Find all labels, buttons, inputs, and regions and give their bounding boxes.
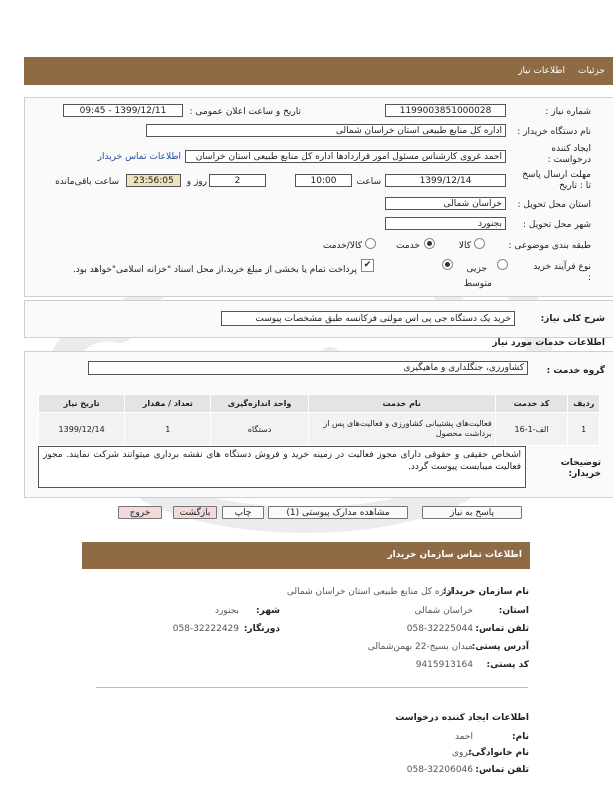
contact-address-value: میدان بسیج-22 بهمن‌شمالی bbox=[367, 642, 473, 652]
treasury-checkbox[interactable]: ✔ bbox=[361, 259, 374, 272]
buyer-org-label: نام دستگاه خریدار : bbox=[517, 127, 591, 137]
table-cell: 1 bbox=[125, 413, 211, 446]
deadline-time-field: 10:00 bbox=[295, 174, 352, 187]
category-goods-radio[interactable] bbox=[474, 238, 485, 249]
creator-name-label: نام: bbox=[512, 732, 529, 742]
category-goods-service-radio[interactable] bbox=[365, 238, 376, 249]
creator-info-title: اطلاعات ایجاد کننده درخواست bbox=[395, 713, 529, 723]
buyer-notes-label: توضیحات خریدار: bbox=[560, 458, 601, 479]
province-field: خراسان شمالی bbox=[385, 197, 506, 210]
back-button[interactable]: بازگشت bbox=[173, 506, 217, 519]
col-header: نام خدمت bbox=[308, 395, 495, 413]
province-label: استان محل تحویل : bbox=[517, 200, 591, 210]
process-medium-label: متوسط bbox=[463, 279, 492, 289]
contact-org-value: اداره کل منابع طبیعی استان خراسان شمالی bbox=[286, 587, 453, 597]
contact-phone-value: 058-32225044 bbox=[406, 624, 473, 634]
deadline-label: مهلت ارسال پاسخ تا : تاریخ bbox=[522, 170, 591, 191]
attachments-button[interactable]: مشاهده مدارک پیوستی (1) bbox=[268, 506, 408, 519]
header-bar bbox=[24, 57, 613, 85]
exit-button[interactable]: خروج bbox=[118, 506, 162, 519]
table-cell: 1399/12/14 bbox=[39, 413, 125, 446]
contact-phone-label: تلفن تماس: bbox=[475, 624, 529, 634]
col-header: واحد اندازه‌گیری bbox=[211, 395, 308, 413]
need-number-field: 1199003851000028 bbox=[385, 104, 506, 117]
process-medium-radio[interactable] bbox=[442, 259, 453, 270]
summary-label: شرح کلی نیاز: bbox=[540, 314, 605, 324]
category-goods-label: کالا bbox=[458, 241, 471, 251]
reply-button[interactable]: پاسخ به نیاز bbox=[422, 506, 522, 519]
contact-postal-value: 9415913164 bbox=[415, 660, 473, 670]
contact-title: اطلاعات تماس سازمان خریدار bbox=[387, 550, 522, 560]
contact-address-label: آدرس پستی: bbox=[471, 642, 529, 652]
deadline-time-label: ساعت bbox=[356, 177, 381, 187]
contact-province-value: خراسان شمالی bbox=[414, 606, 473, 616]
buyer-contact-link[interactable]: اطلاعات تماس خریدار bbox=[97, 152, 181, 162]
category-label: طبقه بندی موضوعی : bbox=[508, 241, 591, 251]
creator-family-label: نام خانوادگی: bbox=[467, 748, 529, 758]
services-section-title: اطلاعات خدمات مورد نیاز bbox=[492, 338, 605, 348]
contact-city-value: بجنورد bbox=[214, 606, 239, 616]
process-partial-radio[interactable] bbox=[497, 259, 508, 270]
services-table bbox=[38, 394, 600, 446]
col-header: کد خدمت bbox=[495, 395, 568, 413]
table-cell: 1 bbox=[568, 413, 600, 446]
table-cell: الف-1-16 bbox=[495, 413, 568, 446]
creator-field: احمد غروی کارشناس مسئول امور قراردادها اداره کل منابع طبیعی استان خراسان bbox=[185, 150, 506, 163]
category-service-radio[interactable] bbox=[424, 238, 435, 249]
process-label: نوع فرآیند خرید : bbox=[533, 262, 591, 283]
summary-field: خرید یک دستگاه جی پی اس مولتی فرکانسه طبق مشخصات پیوست bbox=[221, 311, 515, 326]
buyer-org-field: اداره کل منابع طبیعی استان خراسان شمالی bbox=[146, 124, 506, 137]
contact-province-label: استان: bbox=[498, 606, 529, 616]
col-header: ردیف bbox=[568, 395, 600, 413]
contact-fax-value: 058-32222429 bbox=[172, 624, 239, 634]
tab-need-info[interactable]: اطلاعات نیاز bbox=[518, 66, 565, 76]
category-goods-service-label: کالا/خدمت bbox=[322, 241, 362, 251]
creator-name-value: احمد bbox=[455, 732, 473, 742]
category-service-label: خدمت bbox=[396, 241, 420, 251]
col-header: تاریخ نیاز bbox=[39, 395, 125, 413]
remaining-label: ساعت باقی‌مانده bbox=[55, 177, 119, 187]
city-field: بجنورد bbox=[385, 217, 506, 230]
days-label: روز و bbox=[186, 177, 207, 187]
announce-field: 1399/12/11 - 09:45 bbox=[63, 104, 183, 117]
announce-label: تاریخ و ساعت اعلان عمومی : bbox=[189, 107, 301, 117]
city-label: شهر محل تحویل : bbox=[522, 220, 591, 230]
service-group-field: کشاورزی، جنگلداری و ماهیگیری bbox=[88, 361, 528, 375]
table-cell: دستگاه bbox=[211, 413, 308, 446]
creator-family-value: غروی bbox=[451, 748, 473, 758]
buyer-notes-box: اشخاص حقیقی و حقوقی دارای مجوز فعالیت در زمینه خرید و فروش دستگاه های نقشه برداری میتوانند شرکت نمایند. مجوز فعالیت میبایست پیوست گردد. bbox=[38, 446, 526, 488]
contact-postal-label: کد پستی: bbox=[486, 660, 529, 670]
need-number-label: شماره نیاز : bbox=[545, 107, 591, 117]
col-header: تعداد / مقدار bbox=[125, 395, 211, 413]
creator-phone-label: تلفن تماس: bbox=[475, 765, 529, 775]
table-cell: فعالیت‌های پشتیبانی کشاورزی و فعالیت‌های پس از برداشت محصول bbox=[308, 413, 495, 446]
contact-fax-label: دورنگار: bbox=[243, 624, 280, 634]
creator-phone-value: 058-32206046 bbox=[406, 765, 473, 775]
table-row[interactable] bbox=[39, 413, 600, 446]
contact-bar bbox=[82, 542, 530, 569]
divider bbox=[96, 687, 528, 688]
contact-city-label: شهر: bbox=[256, 606, 280, 616]
service-group-label: گروه خدمت : bbox=[546, 366, 605, 376]
process-partial-label: جزیی bbox=[466, 264, 487, 274]
tab-details[interactable]: جزئیات bbox=[578, 66, 605, 76]
print-button[interactable]: چاپ bbox=[222, 506, 264, 519]
days-field: 2 bbox=[209, 174, 266, 187]
deadline-date-field: 1399/12/14 bbox=[385, 174, 506, 187]
creator-label: ایجاد کننده درخواست : bbox=[547, 144, 591, 165]
remaining-time-field: 23:56:05 bbox=[126, 174, 181, 187]
contact-org-label: نام سازمان خریدار: bbox=[442, 587, 529, 597]
payment-note: پرداخت تمام یا بخشی از مبلغ خرید،از محل اسناد "خزانه اسلامی"خواهد بود. bbox=[72, 265, 357, 275]
